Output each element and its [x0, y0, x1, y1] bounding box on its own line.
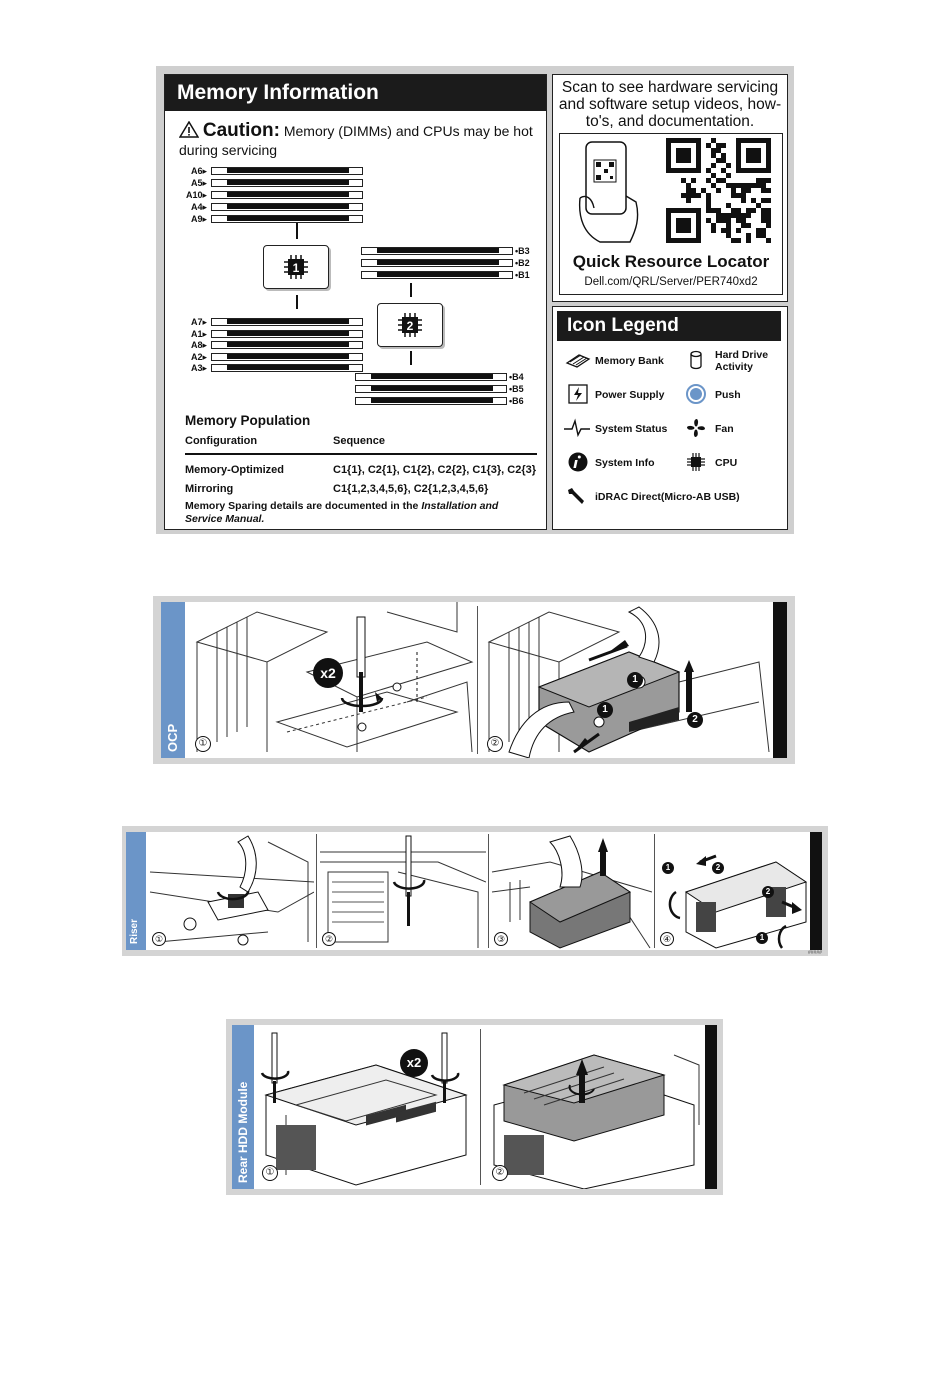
rear-hdd-side-tab [232, 1025, 254, 1189]
icon-legend-title: Icon Legend [557, 311, 781, 341]
dimm-slot-b6: •B6 [509, 396, 524, 406]
legend-fan: Fan [715, 423, 734, 435]
qrl-scan-text: Scan to see hardware servicing and software setup videos, how-to's, and documentation. [558, 79, 782, 130]
dimm-slot-b5: •B5 [509, 384, 524, 394]
dimm-slot-bar [377, 260, 499, 265]
ocp-callout-2: 2 [687, 712, 703, 728]
riser-divider-2 [488, 834, 489, 948]
idrac-direct-icon [565, 485, 587, 507]
hard-drive-activity-icon [685, 349, 707, 371]
ocp-black-edge [773, 602, 787, 758]
ocp-illustration-area [161, 602, 787, 758]
population-table-divider [185, 453, 537, 455]
rear-hdd-step-2-illustration [484, 1025, 704, 1189]
dimm-slot-b2: •B2 [515, 258, 530, 268]
memory-information-panel [156, 66, 794, 534]
config-row-2: Mirroring [185, 483, 234, 495]
fan-icon [685, 417, 707, 439]
sequence-header: Sequence [333, 435, 385, 447]
riser-instruction-strip [122, 826, 828, 956]
dimm-slot-a4: A4▸ [190, 202, 207, 212]
dimm-slot-a9: A9▸ [190, 214, 207, 224]
dimm-slot-a1: A1▸ [190, 328, 207, 339]
rear-hdd-screw-count-badge: x2 [400, 1049, 428, 1077]
riser-black-edge [810, 832, 822, 950]
cpu-2-number: 2 [406, 319, 414, 333]
cpu-2-icon [378, 304, 442, 346]
rear-hdd-instruction-strip [226, 1019, 723, 1195]
rear-hdd-black-edge [705, 1025, 717, 1189]
memory-population-title: Memory Population [185, 413, 311, 428]
legend-system-info: System Info [595, 457, 655, 469]
system-status-icon [563, 417, 591, 439]
dimm-slot-bar [227, 204, 349, 209]
memory-bank-icon [565, 349, 591, 371]
riser-callout-1b: 1 [756, 932, 768, 944]
riser-step-1-number: ① [152, 932, 166, 946]
riser-tab-label: Riser [129, 918, 140, 944]
quick-resource-locator-card [552, 74, 788, 302]
cpu-2-box [377, 303, 443, 347]
riser-footnote: ##### [808, 950, 822, 956]
riser-callout-2b: 2 [762, 886, 774, 898]
dimm-slot-bar [227, 180, 349, 185]
ocp-step-2-number: ② [487, 736, 503, 752]
riser-step-3-number: ③ [494, 932, 508, 946]
rear-hdd-tab-label: Rear HDD Module [236, 1081, 250, 1183]
dimm-slot-a6: A6▸ [190, 166, 207, 176]
ocp-step-2-illustration [479, 602, 771, 758]
ocp-screw-count-badge: x2 [313, 658, 343, 688]
caution-notice [179, 121, 539, 160]
qrl-title: Quick Resource Locator [572, 252, 770, 271]
riser-step-2-number: ② [322, 932, 336, 946]
warning-icon [179, 121, 199, 138]
dimm-slot-bar [227, 342, 349, 347]
memory-information-card [164, 74, 547, 530]
cpu1-connector-top [296, 223, 298, 239]
memory-information-title: Memory Information [165, 75, 546, 111]
legend-power-supply: Power Supply [595, 389, 665, 401]
riser-divider-1 [316, 834, 317, 948]
riser-callout-2a: 2 [712, 862, 724, 874]
cpu1-connector-bottom [296, 295, 298, 309]
legend-idrac-direct: iDRAC Direct(Micro-AB USB) [595, 491, 740, 503]
dimm-slot-bar [227, 319, 349, 324]
configuration-header: Configuration [185, 435, 258, 447]
legend-hard-drive-activity: Hard Drive Activity [715, 349, 769, 373]
riser-side-tab [126, 832, 146, 950]
dimm-slot-bar [227, 354, 349, 359]
ocp-instruction-strip [153, 596, 795, 764]
cpu2-connector-top [410, 283, 412, 297]
dimm-slot-bar [227, 168, 349, 173]
riser-illustration-area [126, 832, 822, 950]
rear-hdd-step-divider [480, 1029, 481, 1185]
riser-divider-3 [654, 834, 655, 948]
qrl-box [559, 133, 783, 295]
dimm-slot-a5: A5▸ [190, 178, 207, 188]
system-info-icon [567, 451, 589, 473]
ocp-callout-1a: 1 [627, 672, 643, 688]
cpu-icon [685, 451, 707, 473]
sequence-row-1: C1{1}, C2{1}, C1{2}, C2{2}, C1{3}, C2{3} [333, 464, 537, 476]
config-row-1: Memory-Optimized [185, 464, 285, 476]
memory-sparing-note [185, 500, 537, 526]
caution-text: Memory (DIMMs) and CPUs may be hot during servicing [179, 123, 533, 158]
dimm-slot-b1: •B1 [515, 270, 530, 280]
dimm-slot-bar [227, 216, 349, 221]
legend-cpu: CPU [715, 457, 738, 469]
dimm-slot-bar [227, 365, 349, 370]
riser-callout-1a: 1 [662, 862, 674, 874]
dimm-slot-bar [371, 398, 493, 403]
dimm-slot-b3: •B3 [515, 246, 530, 256]
legend-system-status: System Status [595, 423, 668, 435]
rear-hdd-step-1-number: ① [262, 1165, 278, 1181]
dimm-slot-bar [227, 331, 349, 336]
cpu-1-icon [264, 246, 328, 288]
qr-code-icon [664, 138, 774, 244]
dimm-slot-bar [371, 374, 493, 379]
dimm-slot-a2: A2▸ [190, 351, 207, 362]
riser-step-2-illustration [318, 832, 486, 950]
power-supply-icon [567, 383, 589, 405]
phone-scan-icon [570, 138, 650, 248]
rear-hdd-illustration-area [232, 1025, 717, 1189]
dimm-slot-a7: A7▸ [190, 317, 207, 327]
dimm-slot-a10: A10▸ [185, 190, 207, 200]
legend-memory-bank: Memory Bank [595, 355, 664, 367]
cpu-1-number: 1 [292, 261, 300, 275]
riser-step-4-illustration [656, 832, 810, 950]
rear-hdd-step-1-illustration [256, 1025, 478, 1189]
rear-hdd-step-2-number: ② [492, 1165, 508, 1181]
dimm-slot-bar [377, 248, 499, 253]
ocp-step-divider [477, 606, 478, 754]
ocp-side-tab [161, 602, 185, 758]
riser-step-1-illustration [148, 832, 314, 950]
cpu2-connector-bottom [410, 351, 412, 365]
ocp-callout-1b: 1 [597, 702, 613, 718]
qrl-url[interactable]: Dell.com/QRL/Server/PER740xd2 [584, 276, 758, 288]
legend-push: Push [715, 389, 741, 401]
push-icon [685, 383, 707, 405]
sequence-row-2: C1{1,2,3,4,5,6}, C2{1,2,3,4,5,6} [333, 483, 489, 495]
dimm-slot-a3: A3▸ [190, 363, 207, 373]
sparing-manual-ref: Installation and Service Manual. [185, 500, 499, 525]
dimm-slot-bar [227, 192, 349, 197]
ocp-step-1-number: ① [195, 736, 211, 752]
icon-legend-card [552, 306, 788, 530]
dimm-slot-a8: A8▸ [190, 340, 207, 350]
cpu-1-box [263, 245, 329, 289]
dimm-slot-b4: •B4 [509, 372, 524, 382]
dimm-slot-bar [377, 272, 499, 277]
caution-word: Caution: [202, 120, 280, 141]
sparing-text: Memory Sparing details are documented in the [185, 500, 422, 512]
dimm-slot-bar [371, 386, 493, 391]
riser-step-3-illustration [490, 832, 652, 950]
ocp-tab-label: OCP [165, 723, 180, 752]
riser-step-4-number: ④ [660, 932, 674, 946]
